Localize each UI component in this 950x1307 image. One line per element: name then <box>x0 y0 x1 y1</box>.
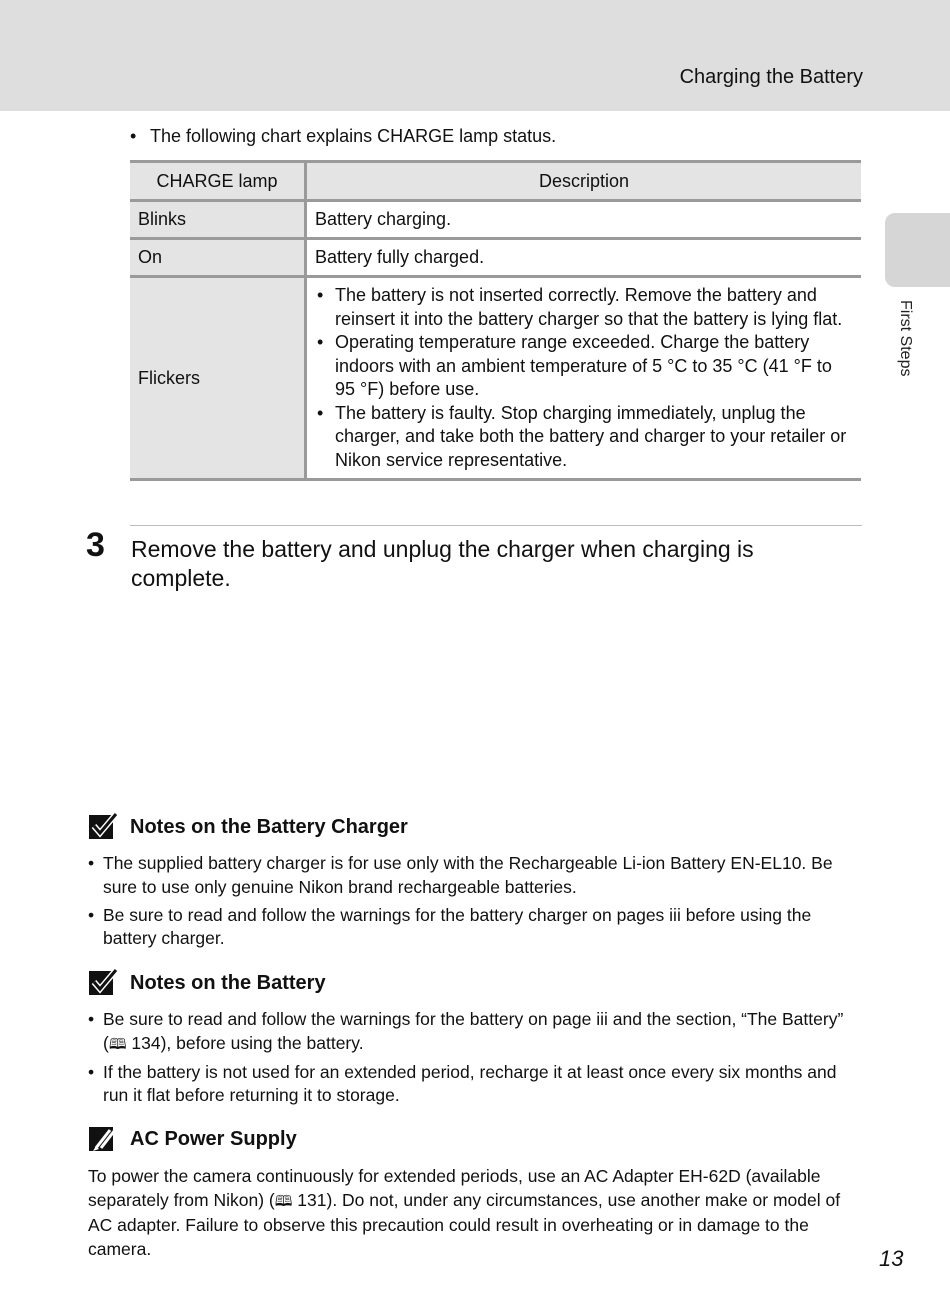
table-row <box>130 201 861 239</box>
lamp-cell: On <box>130 239 306 277</box>
page-number: 13 <box>879 1246 904 1271</box>
list-item: • The supplied battery charger is for use only with the Rechargeable Li-ion Battery EN-EL10. Be sure to use only genuine Nikon brand rechargeable batteries. <box>88 852 863 899</box>
table-row <box>130 239 861 277</box>
description-cell: Battery fully charged. <box>306 239 862 277</box>
header-band <box>0 0 950 111</box>
list-item: • The battery is not inserted correctly. Remove the battery and reinsert it into the battery charger so that the battery is lying flat. <box>335 284 853 331</box>
section-divider <box>130 525 862 526</box>
list-item: • If the battery is not used for an extended period, recharge it at least once every six months and run it flat before returning it to storage. <box>88 1061 863 1108</box>
notes-battery-list <box>88 1008 863 1112</box>
page-header-title: Charging the Battery <box>679 66 863 88</box>
intro-text: The following chart explains CHARGE lamp status. <box>150 126 557 146</box>
column-header-lamp: CHARGE lamp <box>130 162 306 201</box>
book-reference-icon: 🕮 <box>274 1192 293 1210</box>
table-row <box>130 277 861 480</box>
column-header-description: Description <box>306 162 862 201</box>
notes-charger-heading <box>88 812 408 842</box>
table-header-row <box>130 162 861 201</box>
notes-charger-list <box>88 852 863 955</box>
lamp-cell: Blinks <box>130 201 306 239</box>
section-tab <box>885 213 950 287</box>
charge-lamp-table <box>130 160 861 481</box>
section-tab-label: First Steps <box>897 300 914 377</box>
list-item-text: 134), before using the battery. <box>131 1032 364 1053</box>
list-item-text: Be sure to read and follow the warnings for the battery on page iii and the section, “The Battery” ( <box>103 1009 844 1053</box>
list-item: • Be sure to read and follow the warnings for the battery charger on pages iii before using the battery charger. <box>88 904 863 951</box>
list-item: • The battery is faulty. Stop charging immediately, unplug the charger, and take both the battery and charger to your retailer or Nikon service representative. <box>335 402 853 473</box>
paragraph-text: 131). Do not, under any circumstances, use another make or model of AC adapter. Failure to observe this precaution could result in overheating or in damage to the camera. <box>88 1190 841 1259</box>
description-cell: Battery charging. <box>306 201 862 239</box>
step-text: Remove the battery and unplug the charger when charging is complete. <box>131 536 754 591</box>
ac-power-text <box>88 1164 863 1261</box>
description-cell <box>306 277 862 480</box>
paragraph-text: To power the camera continuously for extended periods, use an AC Adapter EH-62D (available separately from Nikon) ( <box>88 1166 821 1210</box>
notes-battery-heading <box>88 968 326 998</box>
caution-check-icon <box>88 812 118 842</box>
ac-power-heading <box>88 1124 297 1154</box>
step-number: 3 <box>86 526 105 564</box>
notes-battery-title: Notes on the Battery <box>130 971 326 994</box>
description-list <box>315 284 853 472</box>
list-item: • Operating temperature range exceeded. Charge the battery indoors with an ambient temperature of 5 °C to 35 °C (41 °F to 95 °F) before use. <box>335 331 853 402</box>
notes-charger-title: Notes on the Battery Charger <box>130 815 408 838</box>
caution-check-icon <box>88 968 118 998</box>
bullet: • <box>130 126 137 146</box>
tip-pencil-icon <box>88 1124 118 1154</box>
ac-power-title: AC Power Supply <box>130 1127 297 1150</box>
intro-line <box>130 126 556 147</box>
lamp-cell: Flickers <box>130 277 306 480</box>
list-item <box>88 1008 863 1056</box>
book-reference-icon: 🕮 <box>108 1034 127 1053</box>
